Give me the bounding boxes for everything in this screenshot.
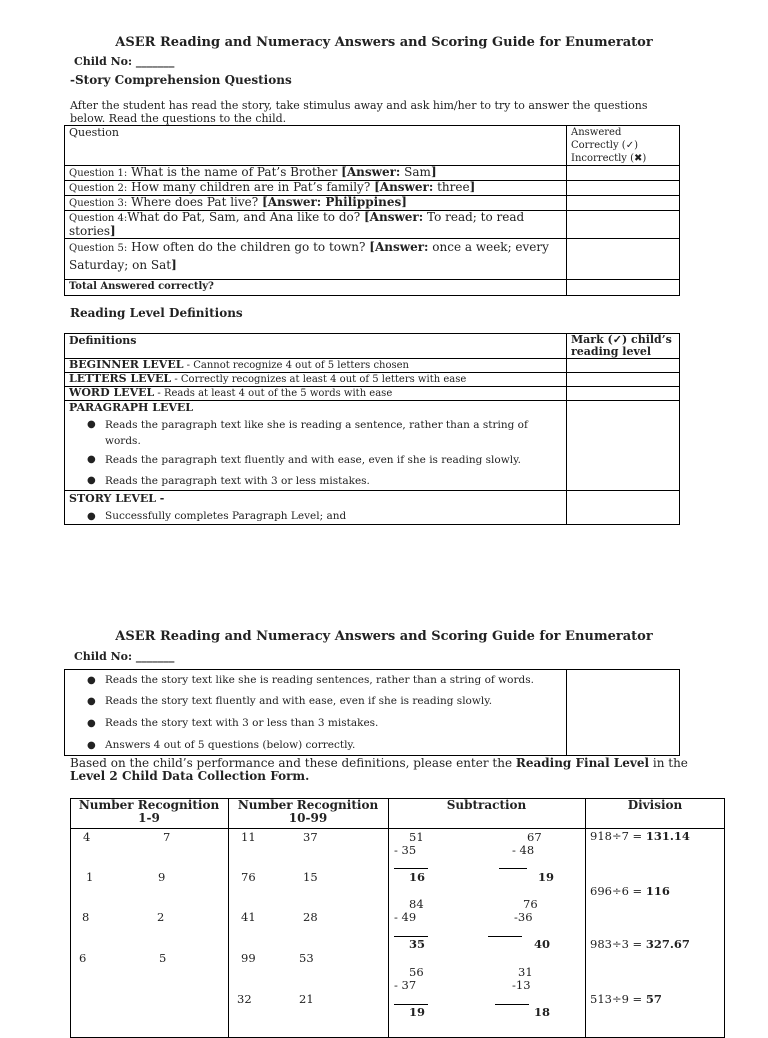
question-text: Where does Pat live?: [127, 195, 263, 209]
division-expr: 513÷9 =: [590, 992, 646, 1006]
question-text: What is the name of Pat’s Brother: [127, 165, 342, 179]
based-on-mid: in the: [649, 756, 688, 770]
minuend: 56: [409, 965, 424, 979]
based-on-bold2: Level 2 Child Data Collection Form.: [70, 769, 310, 783]
answer-text: once a week; every Saturday; on Sat: [69, 240, 549, 272]
question-label: Question 1:: [69, 168, 128, 179]
number-cell: 32: [237, 992, 252, 1006]
number-cell: 41: [241, 910, 256, 924]
incorrect-label: Incorrectly (✖): [571, 153, 647, 164]
number-cell: 1: [86, 870, 94, 884]
division-answer: 327.67: [645, 937, 690, 951]
difference: 19: [538, 870, 555, 884]
page-title: ASER Reading and Numeracy Answers and Scoring Guide for Enumerator: [115, 35, 653, 50]
answer-end: ]: [430, 165, 437, 179]
difference: 16: [409, 870, 426, 884]
bullet-item: ● Answers 4 out of 5 questions (below) correctly.: [69, 739, 562, 752]
subtrahend: - 37: [394, 978, 417, 992]
answer-cell[interactable]: [567, 181, 680, 196]
number-cell: 8: [82, 910, 90, 924]
answer-label: [Answer:: [364, 210, 424, 224]
number-cell: 99: [241, 951, 256, 965]
number-cell: 9: [158, 870, 166, 884]
total-cell[interactable]: [567, 280, 680, 296]
bullet-item: ● Reads the story text fluently and with ease, even if she is reading slowly.: [69, 695, 562, 708]
mark-cell[interactable]: [567, 401, 680, 491]
division-answer: 116: [645, 884, 670, 898]
answer-label: [Answer:: [369, 240, 429, 254]
subtrahend: -36: [514, 910, 533, 924]
subtrahend: - 49: [394, 910, 417, 924]
mark-col-header: Mark (✓) child’s reading level: [567, 334, 680, 359]
level-name: WORD LEVEL: [69, 386, 155, 399]
header-subtraction: Subtraction: [446, 798, 527, 812]
based-on-text: [70, 757, 690, 783]
page-title: ASER Reading and Numeracy Answers and Scoring Guide for Enumerator: [115, 629, 653, 644]
total-label: Total Answered correctly?: [65, 280, 567, 296]
level-desc: - Reads at least 4 out of the 5 words with ease: [154, 388, 393, 399]
number-cell: 4: [83, 830, 91, 844]
number-cell: 28: [303, 910, 318, 924]
answer-end: ]: [469, 180, 476, 194]
question-row: [65, 239, 567, 280]
questions-table: [64, 125, 680, 296]
difference: 18: [534, 1005, 551, 1019]
division-expr: 918÷7 =: [590, 829, 646, 843]
level-name: BEGINNER LEVEL: [69, 358, 184, 371]
bullet-item: ● Reads the story text with 3 or less than 3 mistakes.: [69, 717, 562, 730]
minuend: 76: [523, 897, 538, 911]
difference: 35: [409, 937, 426, 951]
answer-cell[interactable]: [567, 211, 680, 239]
question-row: [65, 211, 567, 239]
subtrahend: - 35: [394, 843, 417, 857]
question-text: How often do the children go to town?: [127, 240, 370, 254]
mark-cell[interactable]: [567, 491, 680, 525]
reading-level-table: [64, 333, 680, 525]
story-criteria-table: [64, 669, 680, 756]
minuend: 84: [409, 897, 424, 911]
question-label: Question 3:: [69, 198, 128, 209]
question-label: Question 5:: [69, 243, 128, 254]
answer-label: [Answer: Philippines]: [262, 195, 407, 209]
answer-text: To read; to read stories: [69, 210, 525, 238]
number-cell: 37: [303, 830, 318, 844]
number-cell: 2: [157, 910, 165, 924]
answer-text: three: [433, 180, 470, 194]
question-row: [65, 166, 567, 181]
answer-cell[interactable]: [567, 239, 680, 280]
question-text: What do Pat, Sam, and Ana like to do?: [127, 210, 364, 224]
answer-text: Sam: [400, 165, 431, 179]
bullet-item: ● Reads the paragraph text with 3 or less mistakes.: [69, 473, 562, 489]
division-answer: 57: [645, 992, 662, 1006]
story-level-row: [65, 491, 567, 525]
minuend: 67: [527, 830, 542, 844]
level-row: [65, 387, 567, 401]
level-desc: - Cannot recognize 4 out of 5 letters chosen: [183, 360, 409, 371]
answer-end: ]: [171, 258, 177, 272]
definitions-col-header: Definitions: [65, 334, 567, 359]
division-item: [590, 829, 690, 843]
minuend: 31: [518, 965, 533, 979]
mark-cell[interactable]: [567, 387, 680, 401]
child-no: Child No: _______: [74, 650, 175, 663]
level-name: STORY LEVEL -: [69, 492, 165, 505]
reading-level-heading: Reading Level Definitions: [70, 306, 243, 320]
difference: 19: [409, 1005, 426, 1019]
based-on-pre: Based on the child’s performance and these definitions, please enter the: [70, 756, 516, 770]
number-cell: 11: [241, 830, 256, 844]
answer-label: [Answer:: [374, 180, 434, 194]
correct-label: Correctly (✓): [571, 140, 638, 151]
story-criteria-cell: [65, 670, 567, 756]
division-answer: 131.14: [645, 829, 690, 843]
number-cell: 6: [79, 951, 87, 965]
answer-cell[interactable]: [567, 166, 680, 181]
number-cell: 7: [163, 830, 171, 844]
level-desc: - Correctly recognizes at least 4 out of 5 letters with ease: [171, 374, 467, 385]
level-row: [65, 373, 567, 387]
division-expr: 983÷3 =: [590, 937, 646, 951]
division-item: [590, 992, 662, 1006]
division-item: [590, 884, 670, 898]
number-cell: 76: [241, 870, 256, 884]
minuend: 51: [409, 830, 424, 844]
header-nr-10-99: Number Recognition 10-99: [237, 798, 379, 825]
based-on-bold1: Reading Final Level: [515, 756, 650, 770]
question-row: [65, 196, 567, 211]
answered-label: Answered: [571, 127, 622, 138]
level-name: PARAGRAPH LEVEL: [69, 401, 194, 414]
question-row: [65, 181, 567, 196]
number-cell: 15: [303, 870, 318, 884]
bullet-item: ● Reads the story text like she is reading sentences, rather than a string of words.: [69, 674, 562, 687]
question-label: Question 2:: [69, 183, 128, 194]
subtrahend: - 48: [512, 843, 535, 857]
answer-cell[interactable]: [567, 196, 680, 211]
mark-cell[interactable]: [567, 359, 680, 373]
mark-cell[interactable]: [567, 670, 680, 756]
number-cell: 53: [299, 951, 314, 965]
division-expr: 696÷6 =: [590, 884, 646, 898]
answer-end: ]: [110, 224, 116, 238]
instructions: After the student has read the story, take stimulus away and ask him/her to try to answer the questions below. Read the questions to the child.: [70, 99, 648, 125]
answer-col-header: [567, 126, 680, 166]
level-name: LETTERS LEVEL: [69, 372, 172, 385]
bullet-item: ● Reads the paragraph text fluently and with ease, even if she is reading slowly.: [69, 452, 562, 468]
answer-label: [Answer:: [341, 165, 401, 179]
bullet-item: ● Reads the paragraph text like she is reading a sentence, rather than a string of words.: [69, 417, 545, 449]
mark-cell[interactable]: [567, 373, 680, 387]
story-heading: -Story Comprehension Questions: [70, 73, 292, 87]
header-division: Division: [627, 798, 683, 812]
bullet-item: ● Successfully completes Paragraph Level; and: [69, 510, 562, 523]
question-text: How many children are in Pat’s family?: [127, 180, 375, 194]
number-cell: 5: [159, 951, 167, 965]
number-cell: 21: [299, 992, 314, 1006]
question-col-header: Question: [65, 126, 567, 166]
paragraph-level-row: [65, 401, 567, 491]
header-nr-1-9: Number Recognition 1-9: [78, 798, 220, 825]
division-item: [590, 937, 690, 951]
difference: 40: [534, 937, 551, 951]
level-row: [65, 359, 567, 373]
child-no: Child No: _______: [74, 55, 175, 68]
subtrahend: -13: [512, 978, 531, 992]
question-label: Question 4:: [69, 213, 128, 224]
